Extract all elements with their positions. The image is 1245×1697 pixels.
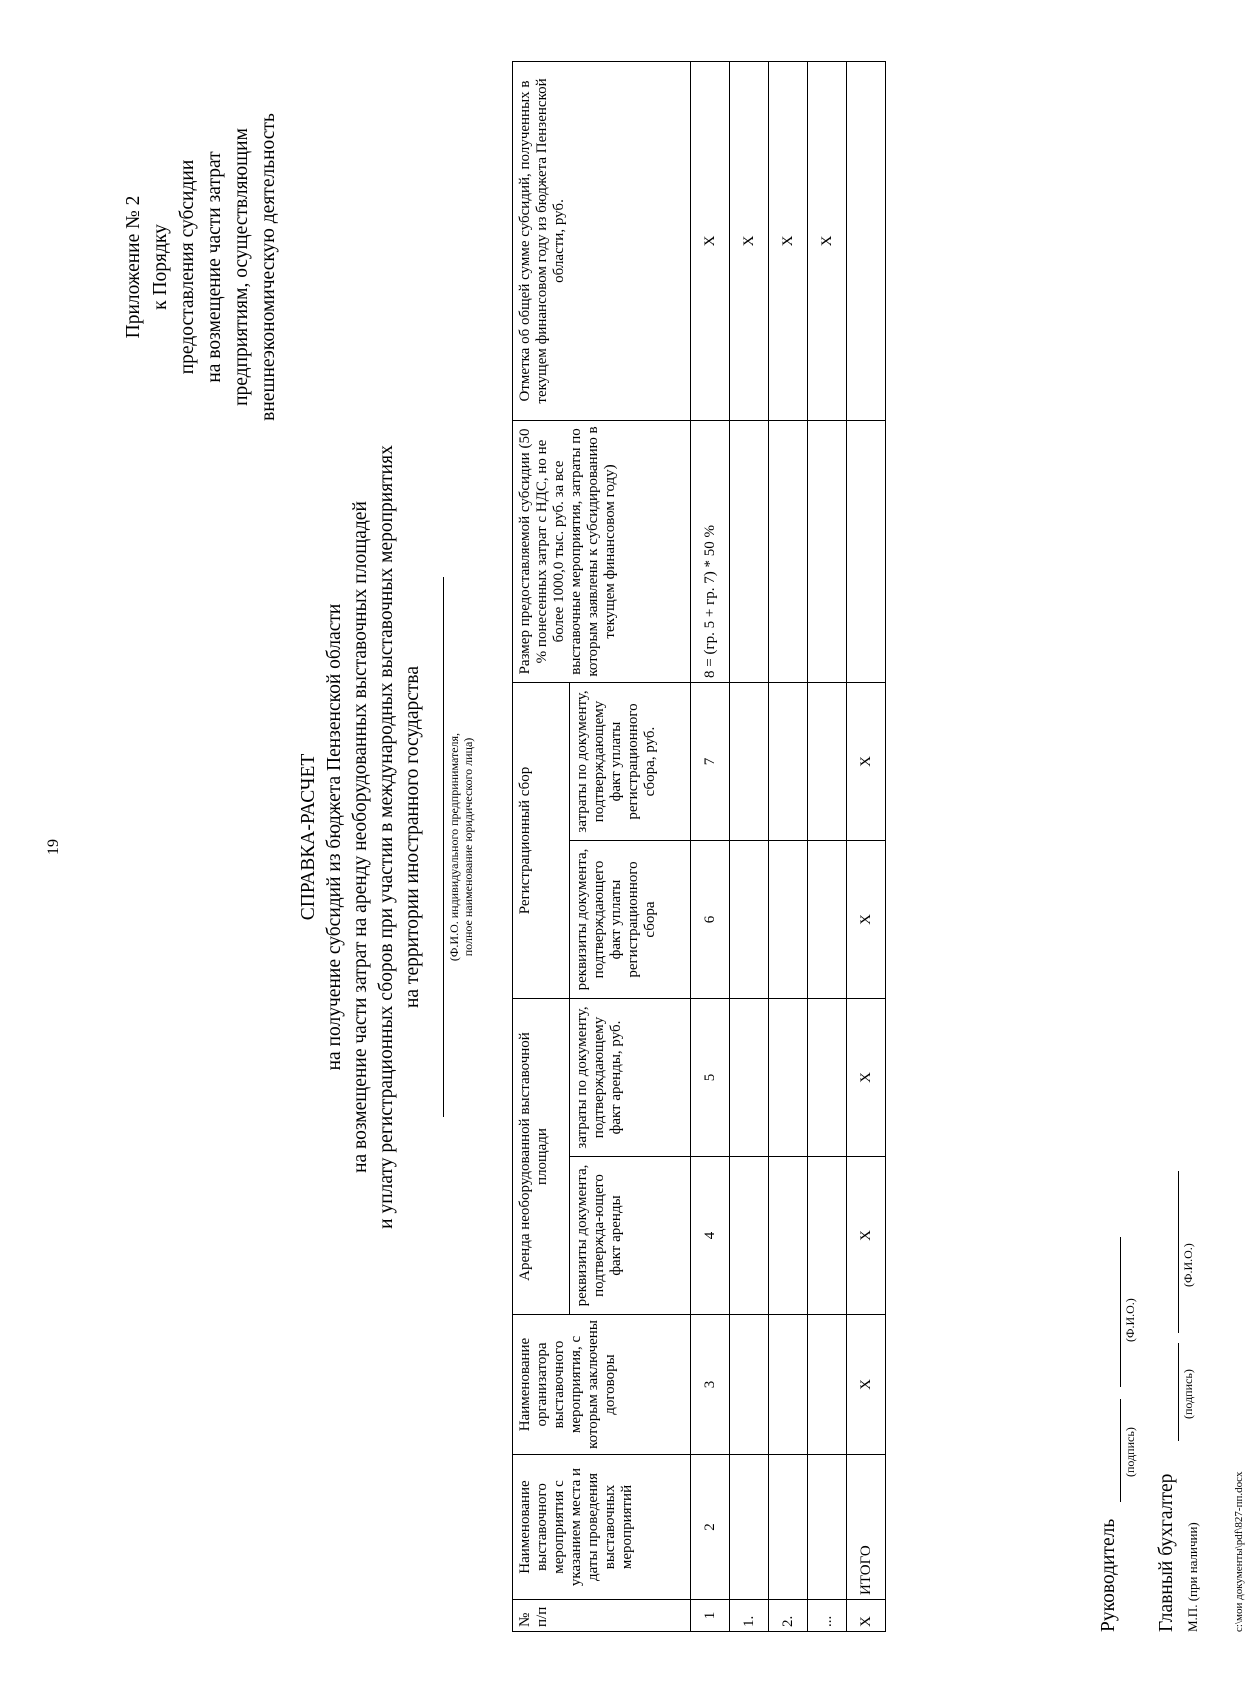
table-cell [769, 1455, 808, 1600]
header-row [513, 61, 570, 1631]
applicant-caption-line: (Ф.И.О. индивидуального предпринимателя, [447, 732, 461, 962]
table-cell [847, 61, 886, 420]
head-fio-line [1120, 1237, 1121, 1387]
head-fio-caption: (Ф.И.О.) [1123, 1298, 1137, 1342]
column-number: 8 = (гр. 5 + гр. 7) * 50 % [691, 420, 730, 682]
column-number: 6 [691, 841, 730, 999]
document-title [296, 337, 426, 1337]
file-path-footer: c:\мои документы\pdf\827-пп.docx [1233, 1471, 1245, 1632]
table-row [808, 61, 847, 1631]
table-cell [769, 999, 808, 1157]
header-registration-group: Регистрационный сбор [513, 682, 570, 998]
table-cell: X [847, 1600, 886, 1632]
title-line: на получение субсидий из бюджета Пензенской области [324, 603, 345, 1071]
column-number: 4 [691, 1157, 730, 1315]
head-signature-line [1120, 1399, 1121, 1502]
column-number: 5 [691, 999, 730, 1157]
table-cell [808, 1157, 847, 1315]
header-organizer: Наименование организатора выставочного мероприятия, с которым заключены договоры [513, 1315, 691, 1455]
table-cell: 1. [730, 1600, 769, 1632]
table-cell [730, 420, 769, 682]
head-signature-label: Руководитель [1098, 1518, 1119, 1632]
header-reg-costs: затраты по документу, подтверждающему факт уплаты регистрационного сбора, руб. [570, 682, 691, 840]
table-cell [808, 1315, 847, 1455]
table-cell [730, 1315, 769, 1455]
header-total-mark: Отметка об общей сумме субсидий, полученных в текущем финансовом году из бюджета Пензенской области, руб. [513, 61, 691, 420]
appendix-header [120, 7, 282, 527]
column-number: 2 [691, 1455, 730, 1600]
table-cell: X [769, 61, 808, 420]
accountant-fio-caption: (Ф.И.О.) [1181, 1243, 1195, 1287]
appendix-line: к Порядку [150, 224, 171, 310]
appendix-line: предприятиям, осуществляющим [231, 128, 252, 406]
table-cell: X [847, 1315, 886, 1455]
table-cell: ... [808, 1600, 847, 1632]
table-cell [769, 1315, 808, 1455]
header-subsidy-size: Размер предоставляемой субсидии (50 % понесенных затрат с НДС, но не более 1000,0 тыс. руб. за все выставочные мероприятия, затраты по которым заявлены к субсидированию в текущем финансовом году) [513, 420, 691, 682]
table-cell: X [847, 841, 886, 999]
header-rent-details: реквизиты документа, подтвержда-ющего факт аренды [570, 1157, 691, 1315]
table-cell [730, 841, 769, 999]
accountant-signature-caption: (подпись) [1181, 1369, 1195, 1419]
table-cell [730, 1455, 769, 1600]
table-cell [769, 1157, 808, 1315]
table-row [769, 61, 808, 1631]
column-number: X [691, 61, 730, 420]
table-cell [808, 420, 847, 682]
header-rent-group: Аренда необорудованной выставочной площади [513, 999, 570, 1315]
table-cell: ИТОГО [847, 1455, 886, 1600]
table-row [730, 61, 769, 1631]
title-line: на территории иностранного государства [402, 665, 423, 1009]
table-cell [769, 841, 808, 999]
page-number: 19 [45, 839, 62, 855]
applicant-caption [447, 577, 475, 1117]
table-cell [808, 1455, 847, 1600]
table-cell [730, 682, 769, 840]
table-row-total [847, 61, 886, 1631]
applicant-fill-line [443, 577, 444, 1117]
header-rent-costs: затраты по документу, подтверждающему факт аренды, руб. [570, 999, 691, 1157]
applicant-caption-line: полное наименование юридического лица) [461, 737, 475, 957]
header-number: № п/п [513, 1600, 691, 1632]
table-cell [769, 682, 808, 840]
table-cell: X [730, 61, 769, 420]
appendix-line: на возмещение части затрат [204, 151, 225, 383]
table-cell [730, 999, 769, 1157]
header-event-name: Наименование выставочного мероприятия с указанием места и даты проведения выставочных мероприятий [513, 1455, 691, 1600]
title-line: и уплату регистрационных сборов при участии в международных выставочных мероприятиях [376, 445, 397, 1229]
table-cell [847, 420, 886, 682]
appendix-line: предоставления субсидии [177, 159, 198, 375]
column-number: 3 [691, 1315, 730, 1455]
stamp-note: М.П. (при наличии) [1185, 1522, 1200, 1632]
head-signature-caption: (подпись) [1123, 1427, 1137, 1477]
table-cell [769, 420, 808, 682]
appendix-line: Приложение № 2 [123, 195, 144, 339]
table-cell [808, 682, 847, 840]
column-number-row [691, 61, 730, 1631]
column-number: 7 [691, 682, 730, 840]
accountant-signature-label: Главный бухгалтер [1156, 1473, 1177, 1632]
accountant-fio-line [1178, 1171, 1179, 1333]
table-cell: X [847, 1157, 886, 1315]
title-line: на возмещение части затрат на аренду необорудованных выставочных площадей [350, 501, 371, 1173]
table-cell [808, 999, 847, 1157]
accountant-signature-line [1178, 1343, 1179, 1441]
table-cell: X [808, 61, 847, 420]
calculation-table [512, 61, 886, 1632]
table-cell [808, 841, 847, 999]
appendix-line: внешнеэкономическую деятельность [258, 113, 279, 421]
table-cell: 2. [769, 1600, 808, 1632]
table-cell: X [847, 682, 886, 840]
table-cell: X [847, 999, 886, 1157]
table-cell [730, 1157, 769, 1315]
column-number: 1 [691, 1600, 730, 1632]
title-heading: СПРАВКА-РАСЧЕТ [298, 753, 319, 921]
header-reg-details: реквизиты документа, подтверждающего факт уплаты регистрационного сбора [570, 841, 691, 999]
